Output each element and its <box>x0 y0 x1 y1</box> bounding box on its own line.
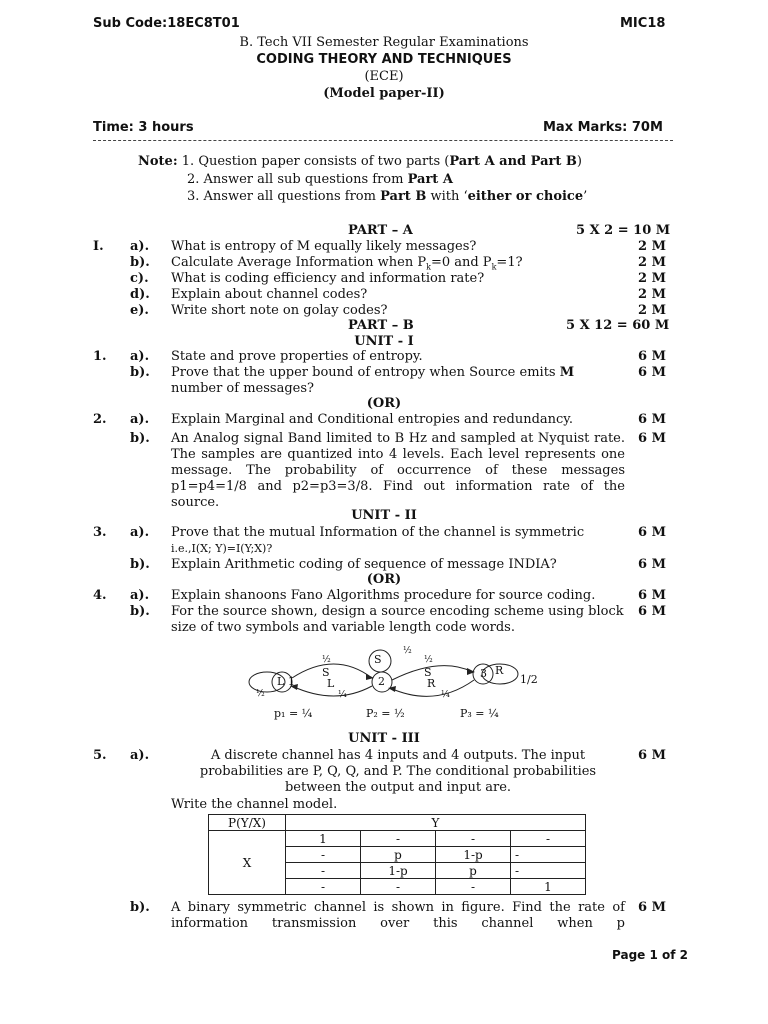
question-label: a). <box>130 412 150 427</box>
question-text: Prove that the upper bound of entropy when Source emits M <box>171 365 575 380</box>
table-row <box>209 831 586 847</box>
question-marks: 6 M <box>638 604 666 619</box>
question-text: Explain Marginal and Conditional entropies and redundancy. <box>171 412 574 427</box>
or-separator: (OR) <box>366 572 402 587</box>
question-text-continued: number of messages? <box>171 381 314 396</box>
question-label: a). <box>130 239 150 254</box>
p3-label: P₃ = ¼ <box>460 707 499 720</box>
question-label: c). <box>130 271 149 286</box>
question-marks: 6 M <box>638 748 666 763</box>
prob-label: ½ <box>403 646 412 656</box>
question-text: Calculate Average Information when $P_k=0$ and $P_k=1$? <box>171 255 523 272</box>
question-marks: 6 M <box>638 412 666 427</box>
prob-label: ½ <box>322 655 331 665</box>
question-text: A binary symmetric channel is shown in figure. Find the rate of information transmission over this channel when p <box>171 900 625 931</box>
channel-matrix-table <box>208 814 586 895</box>
question-label: a). <box>130 525 150 540</box>
table-row <box>209 815 586 831</box>
question-text: What is entropy of M equally likely messages? <box>171 239 477 254</box>
question-marks: 2 M <box>638 239 666 254</box>
question-number: 4. <box>93 588 107 603</box>
or-separator: (OR) <box>366 396 402 411</box>
part-a-title: PART – A <box>348 223 413 238</box>
part-b-title: PART – B <box>348 318 414 333</box>
table-cell: - <box>286 863 361 879</box>
table-cell: - <box>511 863 586 879</box>
question-label: e). <box>130 303 149 318</box>
table-cell: - <box>286 879 361 895</box>
unit-heading: UNIT - I <box>354 334 414 349</box>
table-cell: 1-p <box>361 863 436 879</box>
state-1-label: L 1 <box>277 675 295 688</box>
unit-heading: UNIT - III <box>348 731 420 746</box>
note-label: Note: <box>138 154 178 169</box>
part-a-marks: 5 X 2 = 10 M <box>576 223 671 238</box>
arc-1-to-2 <box>292 664 372 678</box>
question-marks: 2 M <box>638 287 666 302</box>
question-text-continued: Write the channel model. <box>171 797 338 812</box>
state-2-label: 2 <box>378 675 385 688</box>
question-text: What is coding efficiency and information rate? <box>171 271 485 286</box>
header-divider <box>93 140 673 141</box>
question-text: Write short note on golay codes? <box>171 303 388 318</box>
table-header: P(Y/X) <box>209 815 286 831</box>
question-marks: 6 M <box>638 588 666 603</box>
table-cell: - <box>286 847 361 863</box>
question-label: b). <box>130 431 150 446</box>
prob-label: ½ <box>256 689 265 699</box>
note-3: 3. Answer all questions from Part B with ‘either or choice’ <box>187 189 588 204</box>
question-label: d). <box>130 287 150 302</box>
loop-prob-label: 1/2 <box>520 673 538 686</box>
exam-title: B. Tech VII Semester Regular Examinations <box>239 35 529 50</box>
note-2: 2. Answer all sub questions from Part A <box>187 172 453 187</box>
table-cell: 1 <box>511 879 586 895</box>
page-number: Page 1 of 2 <box>612 948 688 962</box>
question-label: a). <box>130 748 150 763</box>
symbol-l-label: L <box>327 677 335 690</box>
prob-label: ¼ <box>441 690 450 700</box>
symbol-s-label: S <box>322 666 330 679</box>
question-marks: 6 M <box>638 431 666 446</box>
table-cell: - <box>511 831 586 847</box>
question-text: Explain about channel codes? <box>171 287 368 302</box>
p1-label: p₁ = ¼ <box>274 707 313 720</box>
subject-title: CODING THEORY AND TECHNIQUES <box>256 52 512 67</box>
unit-heading: UNIT - II <box>351 508 417 523</box>
prob-label: ½ <box>424 655 433 665</box>
question-label: a). <box>130 588 150 603</box>
question-label: b). <box>130 557 150 572</box>
table-cell: 1-p <box>436 847 511 863</box>
question-text: Explain Arithmetic coding of sequence of message INDIA? <box>171 557 557 572</box>
question-label: a). <box>130 349 150 364</box>
table-cell: 1 <box>286 831 361 847</box>
question-number: I. <box>93 239 104 254</box>
question-marks: 6 M <box>638 557 666 572</box>
question-text: State and prove properties of entropy. <box>171 349 423 364</box>
part-b-marks: 5 X 12 = 60 M <box>566 318 670 333</box>
max-marks: Max Marks: 70M <box>543 120 663 135</box>
prob-label: ¼ <box>338 690 347 700</box>
symbol-r-label: R <box>427 677 436 690</box>
table-header: Y <box>286 815 586 831</box>
time-allowed: Time: 3 hours <box>93 120 194 135</box>
symbol-s-label: S <box>424 666 432 679</box>
question-number: 1. <box>93 349 107 364</box>
p2-label: P₂ = ½ <box>366 707 405 720</box>
question-label: b). <box>130 365 150 380</box>
symbol-s-label: S <box>374 653 382 666</box>
subject-code: Sub Code:18EC8T01 <box>93 16 240 31</box>
question-number: 3. <box>93 525 107 540</box>
question-label: b). <box>130 255 150 270</box>
question-marks: 6 M <box>638 365 666 380</box>
table-cell: - <box>436 831 511 847</box>
question-marks: 2 M <box>638 303 666 318</box>
question-marks: 2 M <box>638 271 666 286</box>
question-text: For the source shown, design a source encoding scheme using block size of two symbols and variable length code words. <box>171 604 624 635</box>
question-text-continued: i.e.,I(X; Y)=I(Y;X)? <box>171 542 273 555</box>
table-cell: - <box>361 831 436 847</box>
question-marks: 6 M <box>638 525 666 540</box>
table-cell: p <box>436 863 511 879</box>
question-label: b). <box>130 900 150 915</box>
note-1: Note: 1. Question paper consists of two parts (Part A and Part B) <box>138 154 582 169</box>
table-cell: - <box>361 879 436 895</box>
state-3-label: 3 <box>480 667 487 680</box>
table-cell: - <box>436 879 511 895</box>
paper-code: MIC18 <box>620 16 666 31</box>
branch: (ECE) <box>364 69 404 84</box>
table-cell: - <box>511 847 586 863</box>
question-label: b). <box>130 604 150 619</box>
model-paper: (Model paper-II) <box>323 86 445 101</box>
question-number: 5. <box>93 748 107 763</box>
question-marks: 6 M <box>638 349 666 364</box>
question-text: Explain shanoons Fano Algorithms procedure for source coding. <box>171 588 596 603</box>
symbol-r-label: R <box>495 664 504 677</box>
question-text: A discrete channel has 4 inputs and 4 outputs. The input probabilities are P, Q, Q, and P. The conditional probabilities between the output and input are. <box>199 748 597 795</box>
question-marks: 6 M <box>638 900 666 915</box>
question-number: 2. <box>93 412 107 427</box>
table-cell: p <box>361 847 436 863</box>
question-text: An Analog signal Band limited to B Hz and sampled at Nyquist rate. The samples are quantized into 4 levels. Each level represents one message. The probability of occurrence of these messages p1=p4=1/8 and p2=p3=3/8. Find out information rate of the source. <box>171 431 625 510</box>
row-label: X <box>209 831 286 895</box>
question-text: Prove that the mutual Information of the channel is symmetric <box>171 525 585 540</box>
question-marks: 2 M <box>638 255 666 270</box>
